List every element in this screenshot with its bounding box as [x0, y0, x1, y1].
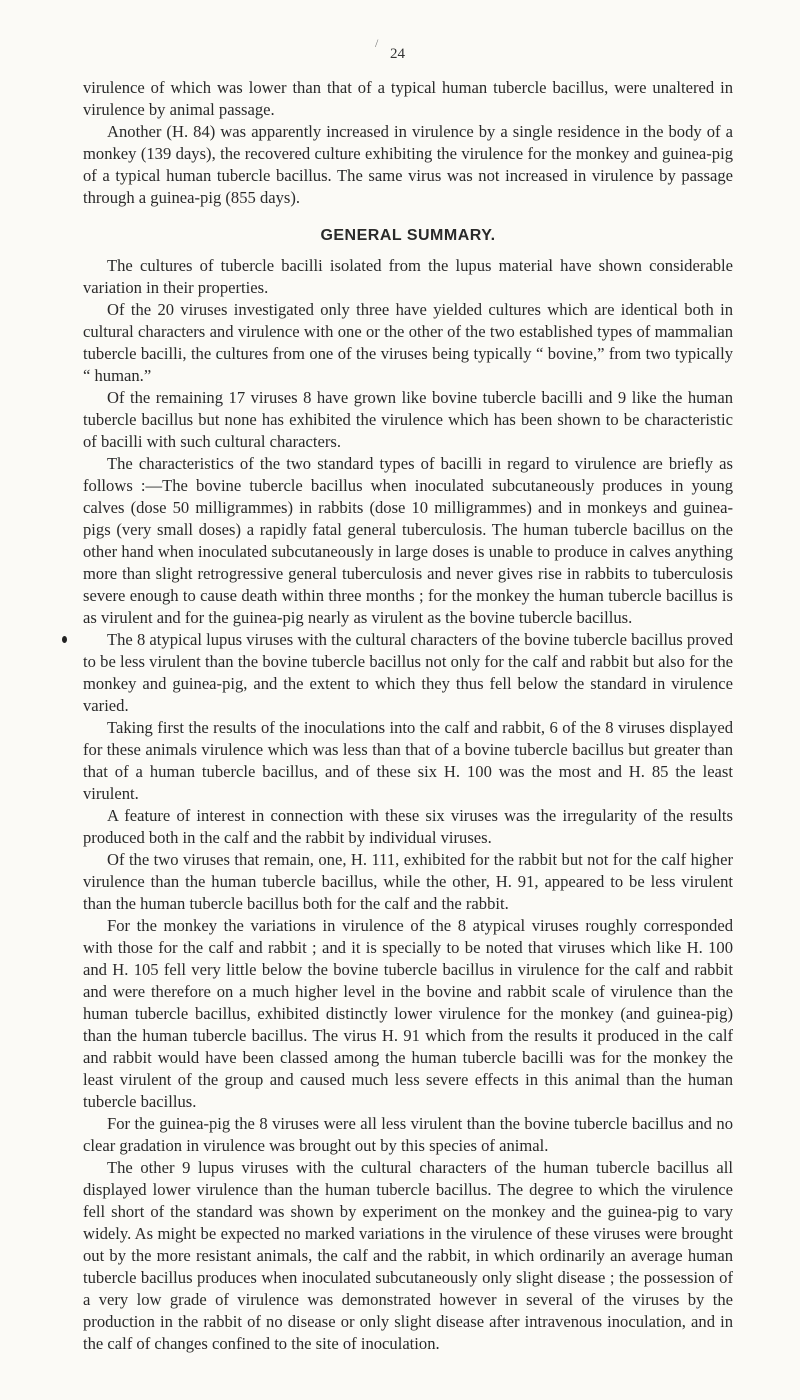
paragraph: Of the 20 viruses investigated only three have yielded cultures which are identical both in cultural characters and virulence with one or the other of the two established types of mammalian tubercle bacilli, the cultures from one of the viruses being typically “ bovine,” from two typically “ human.”: [83, 300, 733, 385]
paragraph: A feature of interest in connection with these six viruses was the irregularity of the results produced both in the calf and the rabbit by individual viruses.: [83, 806, 733, 847]
margin-dot: [62, 636, 67, 643]
paragraph: Another (H. 84) was apparently increased in virulence by a single residence in the body of a monkey (139 days), the recovered culture exhibiting the virulence for the monkey and guinea-pig of a typical human tubercle bacillus. The same virus was not increased in virulence by passage through a guinea-pig (855 days).: [83, 122, 733, 207]
paragraph: Of the two viruses that remain, one, H. 111, exhibited for the rabbit but not for the calf higher virulence than the human tubercle bacillus, while the other, H. 91, appeared to be less virulent than the human tubercle bacillus both for the calf and the rabbit.: [83, 850, 733, 913]
paragraph: The 8 atypical lupus viruses with the cultural characters of the bovine tubercle bacillus proved to be less virulent than the bovine tubercle bacillus not only for the calf and rabbit but also for the monkey and guinea-pig, and the extent to which they thus fell below the standard in virulence varied.: [83, 630, 733, 715]
top-mark: /: [375, 36, 379, 50]
section-heading: GENERAL SUMMARY.: [320, 227, 496, 244]
paragraph: For the monkey the variations in virulence of the 8 atypical viruses roughly corresponded with those for the calf and rabbit ; and it is specially to be noted that viruses which like H. 100 and H. 105 fell very little below the bovine tubercle bacillus in virulence for the calf and rabbit and were therefore on a much higher level in the bovine and rabbit scale of virulence than the human tubercle bacillus, exhibited distinctly lower virulence for the monkey (and guinea-pig) than the human tubercle bacillus. The virus H. 91 which from the results it produced in the calf and rabbit would have been classed among the human tubercle bacilli was for the monkey the least virulent of the group and caused much less severe effects in this animal than the human tubercle bacillus.: [83, 916, 733, 1111]
paragraph: For the guinea-pig the 8 viruses were all less virulent than the bovine tubercle bacillus and no clear gradation in virulence was brought out by this species of animal.: [83, 1114, 733, 1155]
body-text: [83, 77, 733, 1355]
paragraph: virulence of which was lower than that of a typical human tubercle bacillus, were unaltered in virulence by animal passage.: [83, 78, 733, 119]
paragraph: Of the remaining 17 viruses 8 have grown like bovine tubercle bacilli and 9 like the human tubercle bacillus but none has exhibited the virulence which has been shown to be characteristic of bacilli with such cultural characters.: [83, 388, 733, 451]
paragraph: The characteristics of the two standard types of bacilli in regard to virulence are briefly as follows :—The bovine tubercle bacillus when inoculated subcutaneously produces in young calves (dose 50 milligrammes) in rabbits (dose 10 milligrammes) and in monkeys and guinea-pigs (very small doses) a rapidly fatal general tuberculosis. The human tubercle bacillus on the other hand when inoculated subcutaneously in large doses is unable to produce in calves anything more than slight retrogressive general tuberculosis and never gives rise in rabbits to tuberculosis severe enough to cause death within three months ; for the monkey the human tubercle bacillus is as virulent and for the guinea-pig nearly as virulent as the bovine tubercle bacillus.: [83, 454, 733, 627]
paragraph: The other 9 lupus viruses with the cultural characters of the human tubercle bacillus all displayed lower virulence than the human tubercle bacillus. The degree to which the virulence fell short of the standard was shown by experiment on the monkey and the guinea-pig to vary widely. As might be expected no marked variations in the virulence of these viruses were brought out by the more resistant animals, the calf and the rabbit, in which ordinarily an average human tubercle bacillus produces when inoculated subcutaneously only slight disease ; the possession of a very low grade of virulence was demonstrated however in several of the viruses by the production in the rabbit of no disease or only slight disease after intravenous inoculation, and in the calf of changes confined to the site of inoculation.: [83, 1158, 733, 1353]
paragraph: The cultures of tubercle bacilli isolated from the lupus material have shown considerable variation in their properties.: [83, 256, 733, 297]
page-number: 24: [390, 46, 405, 62]
paragraph: Taking first the results of the inoculations into the calf and rabbit, 6 of the 8 viruses displayed for these animals virulence which was less than that of a bovine tubercle bacillus but greater than that of a human tubercle bacillus, and of these six H. 100 was the most and H. 85 the least virulent.: [83, 718, 733, 803]
